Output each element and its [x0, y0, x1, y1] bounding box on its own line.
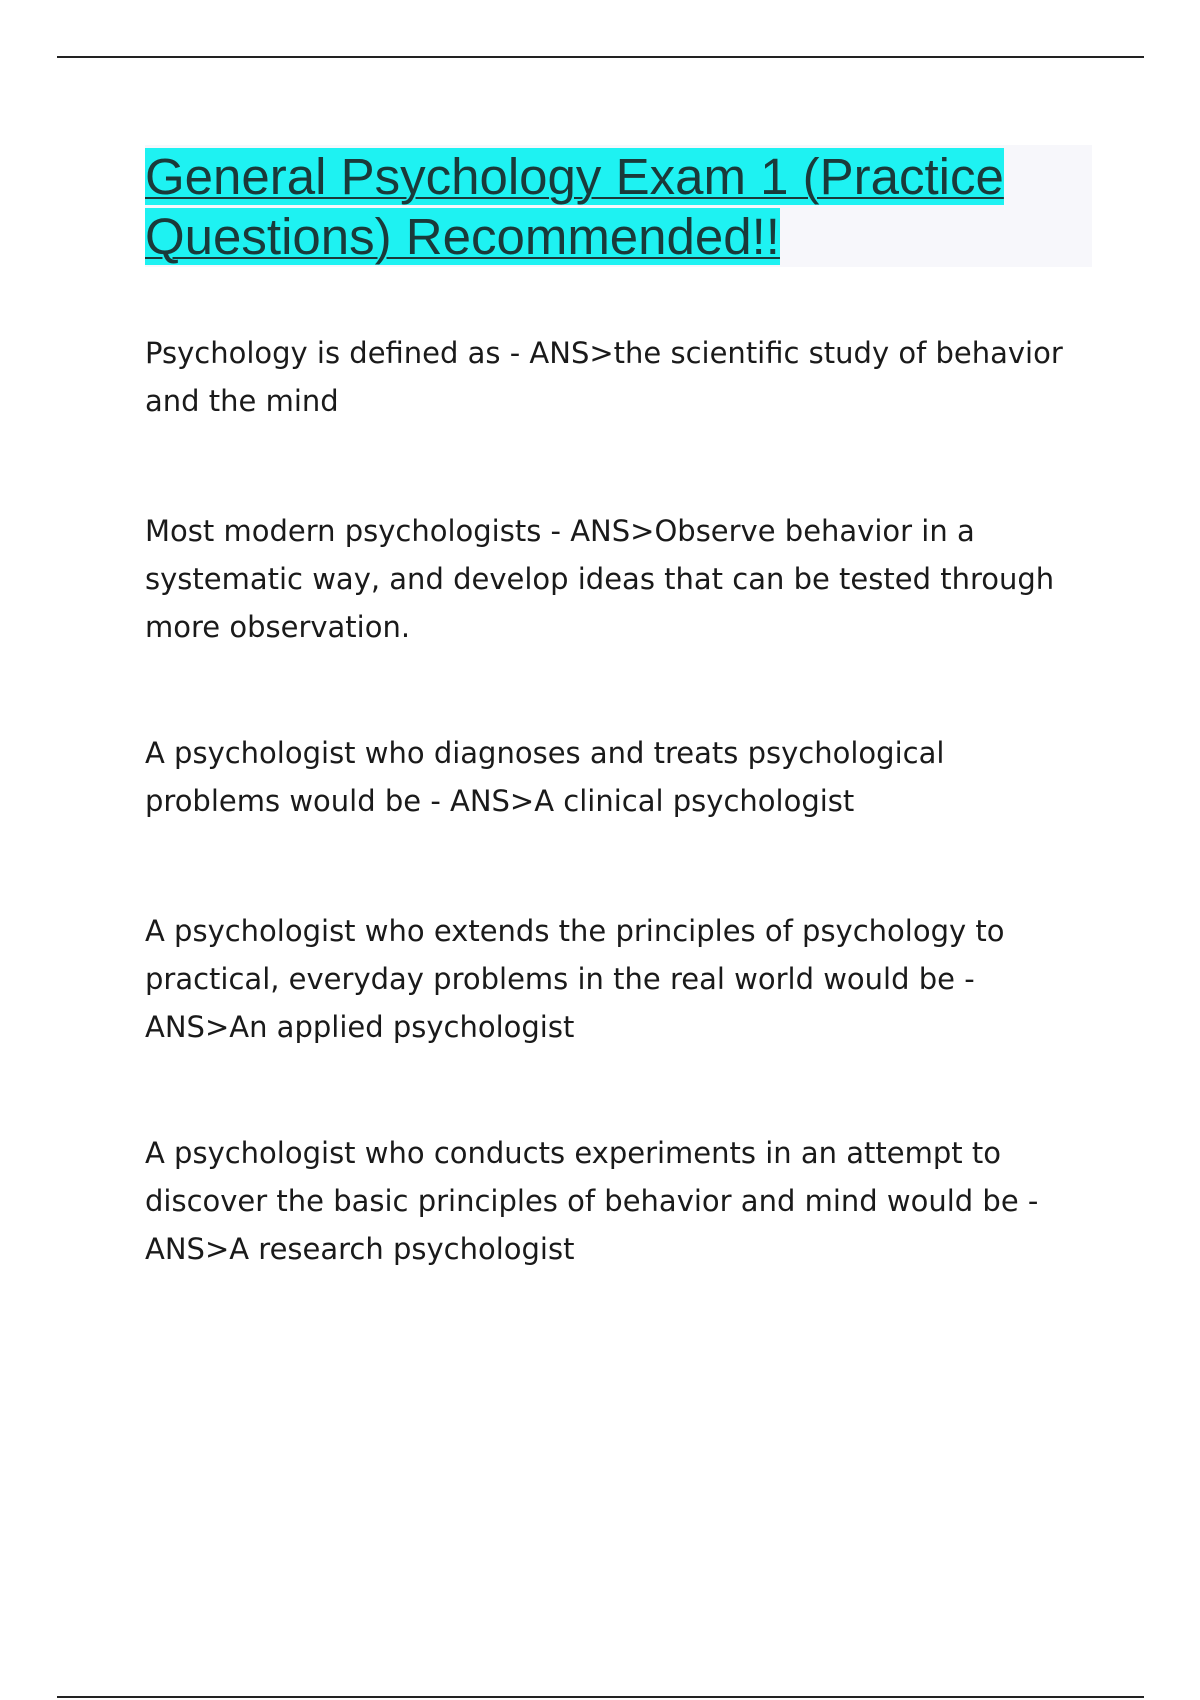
qa-item-2: Most modern psychologists - ANS>Observe behavior in a systematic way, and develop ideas that can be tested through more observation.	[145, 514, 1055, 644]
qa-item-1: Psychology is defined as - ANS>the scientific study of behavior and the mind	[145, 336, 1063, 418]
document-title	[145, 147, 1045, 267]
title-highlight: General Psychology Exam 1 (Practice Questions) Recommended!!	[145, 148, 1004, 265]
bottom-rule	[57, 1696, 1144, 1698]
qa-item-3: A psychologist who diagnoses and treats psychological problems would be - ANS>A clinical psychologist	[145, 736, 945, 818]
top-rule	[57, 56, 1144, 58]
qa-item-4: A psychologist who extends the principles of psychology to practical, everyday problems in the real world would be - ANS>An applied psychologist	[145, 914, 1005, 1044]
qa-item-5: A psychologist who conducts experiments in an attempt to discover the basic principles of behavior and mind would be - ANS>A research psychologist	[145, 1136, 1039, 1266]
